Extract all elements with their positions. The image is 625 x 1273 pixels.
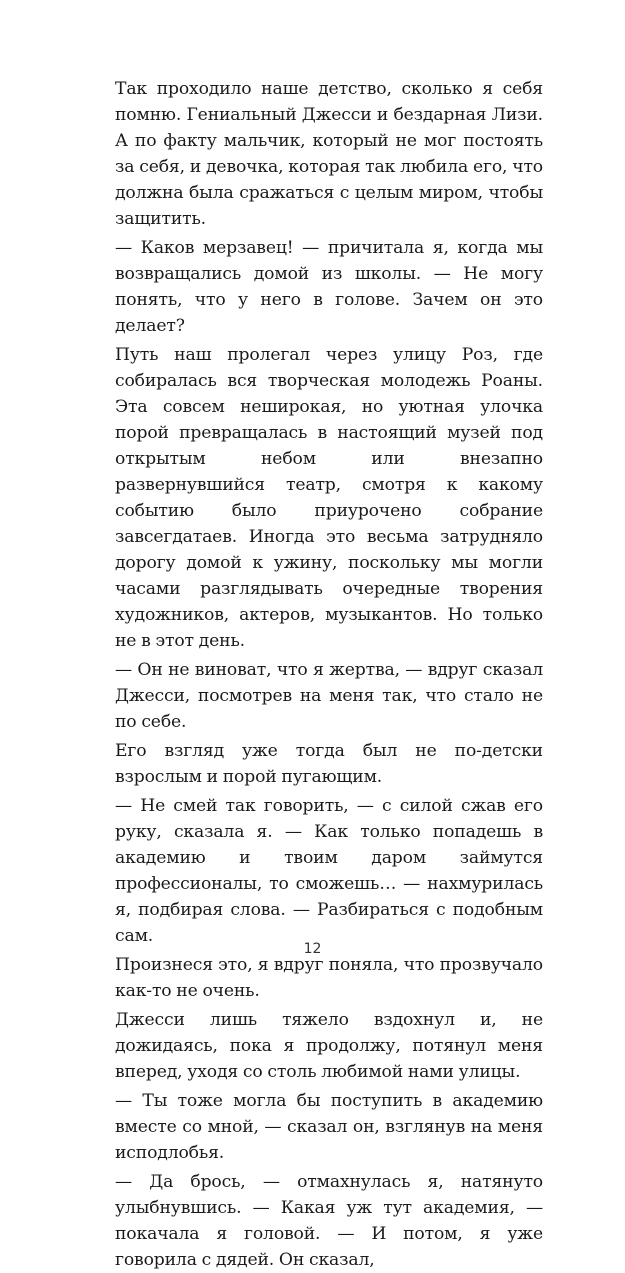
text-block [115, 76, 543, 1273]
paragraph: Путь наш пролегал через улицу Роз, где собиралась вся творческая молодежь Роаны. Эта совсем неширокая, но уютная улочка порой превращалась в настоящий музей под открытым небом или внезапно развернувшийся театр, смотря к какому событию было приурочено собрание завсегдатаев. Иногда это весьма затрудняло дорогу домой к ужину, поскольку мы могли часами разглядывать очередные творения художников, актеров, музыкантов. Но только не в этот день. [115, 345, 543, 651]
paragraph: Произнеся это, я вдруг поняла, что прозвучало как-то не очень. [115, 955, 543, 1001]
page-number: 12 [303, 941, 322, 957]
paragraph: — Он не виноват, что я жертва, — вдруг сказал Джесси, посмотрев на меня так, что стало не по себе. [115, 660, 543, 732]
paragraph: Джесси лишь тяжело вздохнул и, не дожидаясь, пока я продолжу, потянул меня вперед, уходя со столь любимой нами улицы. [115, 1010, 543, 1082]
paragraph: Так проходило наше детство, сколько я себя помню. Гениальный Джесси и бездарная Лизи. А по факту мальчик, который не мог постоять за себя, и девочка, которая так любила его, что должна была сражаться с целым миром, чтобы защитить. [115, 79, 543, 229]
paragraph: — Да брось, — отмахнулась я, натянуто улыбнувшись. — Какая уж тут академия, — покачала я головой. — И потом, я уже говорила с дядей. Он сказал, [115, 1172, 543, 1270]
paragraph: — Не смей так говорить, — с силой сжав его руку, сказала я. — Как только попадешь в академию и твоим даром займутся профессионалы, то сможешь… — нахмурилась я, подбирая слова. — Разбираться с подобным сам. [115, 796, 543, 946]
paragraph: — Каков мерзавец! — причитала я, когда мы возвращались домой из школы. — Не могу понять, что у него в голове. Зачем он это делает? [115, 238, 543, 336]
paragraph: Его взгляд уже тогда был не по-детски взрослым и порой пугающим. [115, 741, 543, 787]
paragraph: — Ты тоже могла бы поступить в академию вместе со мной, — сказал он, взглянув на меня исподлобья. [115, 1091, 543, 1163]
